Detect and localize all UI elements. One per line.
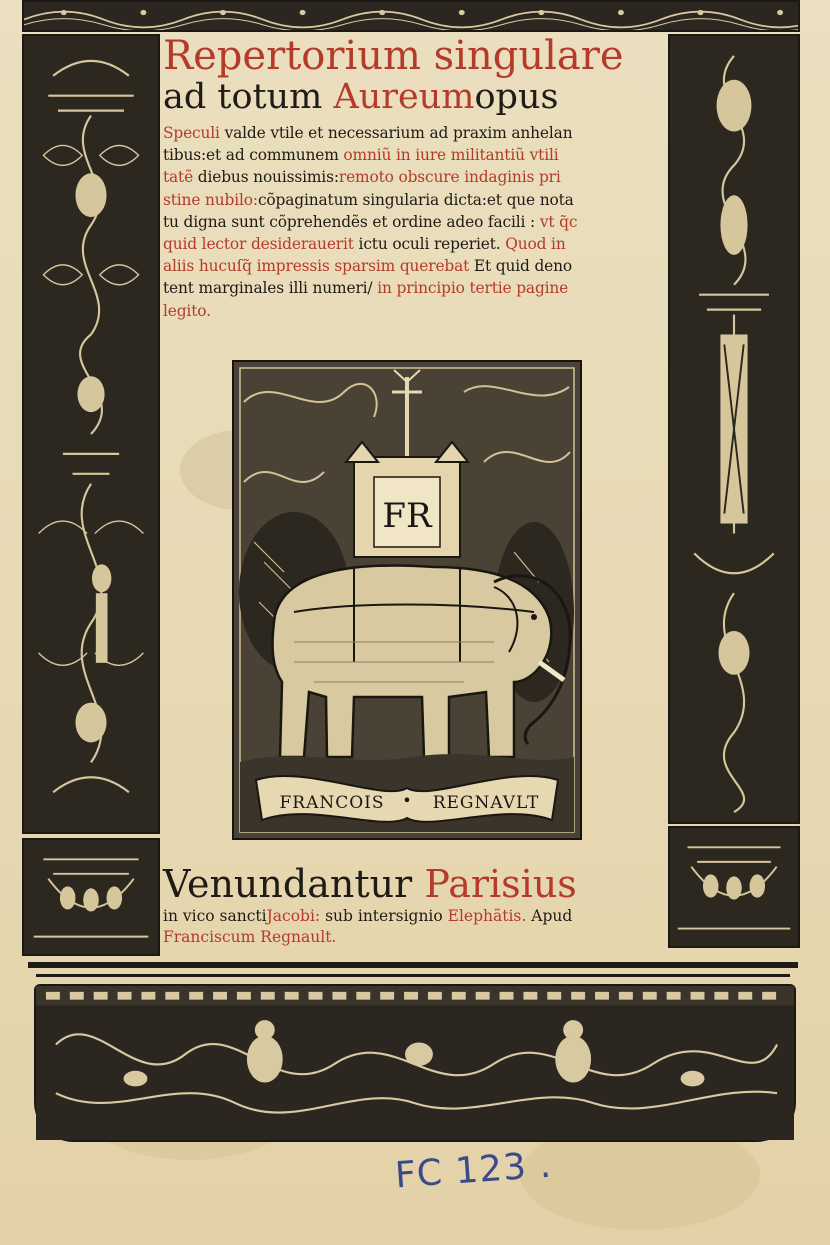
rubricated-text: Quod in bbox=[500, 235, 566, 254]
black-text: Apud bbox=[526, 907, 573, 925]
rubricated-text: Jacobi: bbox=[266, 907, 321, 925]
main-title-line1: Repertorium singulare bbox=[163, 33, 624, 79]
black-text: in vico sancti bbox=[163, 907, 267, 925]
colophon-heading bbox=[163, 862, 663, 906]
text-line bbox=[163, 277, 663, 299]
left-pillar-base bbox=[22, 838, 160, 956]
title-word: ad totum bbox=[163, 77, 323, 117]
monogram-text: FR bbox=[382, 496, 432, 536]
text-line bbox=[163, 189, 663, 211]
black-text: Et quid deno bbox=[469, 257, 572, 276]
rubricated-text: Elephãtis. bbox=[447, 907, 527, 925]
black-text: cõpaginatum singularia dicta:et que nota bbox=[257, 190, 574, 209]
bottom-rule bbox=[36, 974, 790, 977]
rubricated-text: legito. bbox=[163, 301, 211, 320]
black-text: diebus nouissimis: bbox=[197, 168, 339, 187]
colophon-address-line bbox=[163, 906, 663, 927]
rubricated-text: quid lector desiderauerit bbox=[163, 235, 359, 254]
text-line bbox=[163, 211, 663, 233]
rubricated-text: tatẽ bbox=[163, 168, 198, 187]
rubricated-text: Franciscum Regnault. bbox=[163, 928, 337, 946]
elephant-woodcut-image bbox=[234, 362, 580, 838]
black-text: tu digna sunt cõprehendẽs et ordine adeo facili : bbox=[163, 212, 540, 231]
title-word: opus bbox=[474, 77, 559, 117]
black-text: sub intersignio bbox=[320, 907, 448, 925]
rubricated-text: stine nubilo: bbox=[163, 190, 258, 209]
top-ornamental-border bbox=[22, 0, 800, 32]
left-ornamental-pillar bbox=[22, 34, 160, 834]
right-pillar-base bbox=[668, 826, 800, 948]
black-text: tibus:et ad communem bbox=[163, 146, 344, 165]
colophon-printer-line bbox=[163, 927, 663, 948]
printers-mark-woodcut bbox=[232, 360, 582, 840]
bottom-rule bbox=[28, 962, 798, 968]
text-line bbox=[163, 300, 663, 322]
banner-text-right: REGNAVLT bbox=[432, 793, 540, 813]
main-title-line2 bbox=[163, 76, 663, 118]
text-line bbox=[163, 144, 663, 166]
right-ornamental-pillar bbox=[668, 34, 800, 824]
black-text: valde vtile et necessarium ad praxim anhelan bbox=[219, 124, 573, 142]
banner-text-left: FRANCOIS bbox=[279, 793, 385, 813]
text-line bbox=[163, 233, 663, 255]
venundantur-word: Venundantur bbox=[163, 862, 413, 906]
bottom-frieze bbox=[34, 984, 796, 1142]
text-line bbox=[163, 166, 663, 188]
rubricated-text: remoto obscure indaginis pri bbox=[338, 168, 561, 187]
colophon-block bbox=[163, 862, 663, 948]
title-text-block bbox=[163, 34, 663, 322]
text-line bbox=[163, 122, 663, 144]
text-line bbox=[163, 255, 663, 277]
handwritten-shelfmark: FC 123 . bbox=[393, 1144, 554, 1197]
rubricated-text: Speculi bbox=[163, 124, 220, 142]
rubricated-text: in principio tertie pagine bbox=[372, 279, 569, 298]
rubricated-text: vt q̃c bbox=[539, 212, 578, 231]
banner-separator: • bbox=[402, 791, 412, 810]
title-word-red: Aureum bbox=[333, 77, 475, 117]
rubricated-text: aliis hucuſq̃ impressis sparsim querebat bbox=[163, 257, 470, 276]
black-text: ictu oculi reperiet. bbox=[358, 235, 501, 254]
parisius-word: Parisius bbox=[424, 862, 577, 906]
description-text bbox=[163, 122, 663, 322]
rubricated-text: omniũ in iure militantiũ vtili bbox=[343, 146, 559, 165]
black-text: tent marginales illi numeri/ bbox=[163, 279, 373, 298]
